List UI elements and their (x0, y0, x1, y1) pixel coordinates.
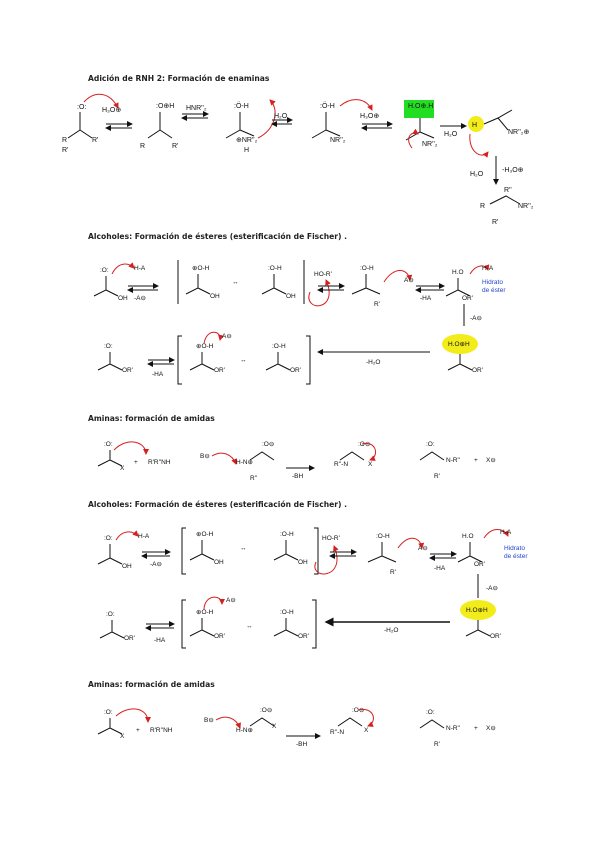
acid: H-A (134, 265, 146, 272)
bond (98, 352, 122, 370)
minus-ha: -HA (420, 295, 432, 302)
carbonyl-oxygen: :O: (426, 709, 435, 716)
alcohol: HO-R' (314, 271, 332, 278)
minus-ha: -HA (154, 637, 166, 644)
or-label: OR' (214, 633, 225, 640)
curved-arrow (409, 133, 418, 148)
minus-a: -A⊖ (150, 561, 162, 568)
bond (448, 354, 472, 370)
bond (340, 452, 364, 460)
amide-formation-scheme-1 (0, 430, 599, 490)
or-label: OR' (474, 561, 485, 568)
amine: R'R''NH (150, 727, 173, 734)
base: A⊖ (418, 545, 428, 552)
bond (100, 620, 124, 638)
minus-a: -A⊖ (470, 315, 482, 322)
bond (420, 452, 444, 460)
bond (352, 274, 380, 294)
hydroxyl: :O-H (280, 531, 294, 538)
hydroxyl: :O-H (360, 265, 374, 272)
hydroxyl: H.O (452, 269, 464, 276)
bond (368, 542, 396, 562)
oxygen: :O: (77, 104, 87, 111)
or-label: OR' (290, 367, 301, 374)
carbonyl-oxygen: :O: (104, 441, 113, 448)
bond (312, 112, 340, 138)
oxonium: ⊕O-H (196, 531, 214, 538)
resonance: ↔ (240, 545, 247, 552)
bond (226, 112, 254, 138)
reagent-h3o: H₃O⊕ (102, 107, 122, 114)
bond (338, 718, 362, 726)
curved-arrow (116, 532, 138, 540)
r-label: R' (62, 147, 69, 154)
leaving-group-x: X (120, 733, 125, 740)
bracket-right (306, 336, 310, 384)
r1-label: R' (492, 219, 499, 226)
minus-ha: -HA (434, 565, 446, 572)
plus: + (136, 727, 140, 734)
nr2: NR''₂ (518, 203, 534, 210)
bond (446, 278, 470, 296)
bond (466, 620, 490, 636)
bracket-left (182, 528, 186, 574)
base: B⊖ (200, 453, 210, 460)
bond (98, 544, 122, 564)
amine-n: R''-N (334, 461, 349, 468)
r1-label: R' (374, 301, 380, 308)
minus-h2o: H₂O (444, 131, 458, 138)
bond (80, 130, 92, 138)
hydroxyl: :O-H (376, 533, 390, 540)
base: A⊖ (226, 597, 236, 604)
oxonium: ⊕O-H (196, 343, 214, 350)
reagent-h2o: H₂O (274, 113, 288, 120)
amide-formation-scheme-2 (0, 698, 599, 758)
acid: H-A (500, 529, 512, 536)
minus-a: -A⊖ (134, 295, 146, 302)
leaving-group-x: X (120, 465, 125, 472)
minus-bh: -BH (292, 473, 304, 480)
bond (190, 540, 214, 560)
carbonyl-oxygen: :O: (426, 441, 435, 448)
oxonium: :O⊕H (156, 103, 175, 110)
hydroxyl: H.O (462, 533, 474, 540)
bond (250, 718, 274, 726)
reagent-h3o-2: H₃O⊕ (360, 113, 380, 120)
bond (274, 618, 298, 636)
resonance: ↔ (246, 623, 253, 630)
water-leaving: H.O⊕.H (408, 103, 434, 110)
or-label: OR' (490, 633, 501, 640)
minus-ha: -HA (152, 371, 164, 378)
plus: + (134, 459, 138, 466)
bond (274, 540, 298, 560)
or-label: OR' (122, 367, 133, 374)
hydroxyl: :O-H (268, 265, 282, 272)
or-label: OR' (298, 633, 309, 640)
curved-arrow (258, 100, 275, 138)
r1-label: R' (92, 137, 99, 144)
r1-label: R' (172, 143, 179, 150)
r-label: R (140, 143, 146, 150)
curved-arrow (340, 100, 372, 110)
bond (186, 274, 210, 294)
plus: + (474, 457, 478, 464)
amide-n: N-R'' (446, 725, 461, 732)
bracket-left (182, 600, 186, 648)
curved-arrow (212, 453, 236, 464)
amide-n: N-R'' (446, 457, 461, 464)
leaving-group-x: X (272, 723, 277, 730)
oxonium: ⊕O-H (196, 609, 214, 616)
x-minus: X⊖ (486, 725, 496, 732)
tetrahedral: H-N⊕ (236, 727, 253, 734)
or-label: OR' (214, 367, 225, 374)
alkoxide: :O⊖ (358, 441, 371, 448)
resonance: ↔ (232, 279, 239, 286)
fischer-esterification-scheme-1 (0, 252, 599, 392)
fischer-esterification-scheme-2 (0, 518, 599, 658)
bond (266, 352, 290, 370)
minus-a: -A⊖ (486, 585, 498, 592)
alkoxide: :O⊖ (262, 441, 275, 448)
tetrahedral: H-N⊕ (236, 459, 253, 466)
oh-label: OH (210, 293, 220, 300)
hydroxyl: :Ö-H (234, 103, 249, 110)
curved-arrow (114, 442, 146, 454)
leaving-group-x: X (364, 727, 369, 734)
minus-bh: -BH (296, 741, 308, 748)
bond (190, 352, 214, 370)
bond (94, 276, 118, 296)
bracket-right (312, 600, 316, 648)
nr-plus: ⊕NR''₂ (236, 137, 258, 144)
enamine-mechanism-scheme (0, 90, 599, 240)
curved-arrow (84, 94, 118, 108)
r1-label: R' (434, 473, 440, 480)
r-label: R (62, 137, 68, 144)
bond (98, 450, 122, 466)
r2-label: R'' (504, 187, 512, 194)
oh-label: OH (286, 293, 296, 300)
carbonyl-oxygen: :O: (104, 709, 113, 716)
r1-label: R' (390, 569, 396, 576)
hydrogen: H (244, 147, 250, 154)
bond (262, 274, 286, 294)
amine: R'R''NH (148, 459, 171, 466)
base: A⊖ (222, 333, 232, 340)
or-label: OR' (472, 367, 483, 374)
bracket-left (178, 336, 182, 384)
hydrate-label: Hidrato (504, 545, 525, 552)
oh-label: OH (122, 563, 132, 570)
section-title-enamines: Adición de RNH 2: Formación de enaminas (88, 74, 270, 83)
bond (250, 452, 274, 460)
curved-arrow (470, 134, 488, 155)
bond (190, 618, 214, 636)
carbonyl-oxygen: :O: (104, 343, 113, 350)
curved-arrow (112, 264, 134, 274)
hydrate-label: Hidrato (482, 279, 503, 286)
or-label: OR' (462, 295, 473, 302)
hydroxyl: :O-H (272, 343, 286, 350)
r1-label: R' (434, 741, 440, 748)
bond (420, 720, 444, 728)
nr2-plus: NR''₂⊕ (508, 129, 530, 136)
bond (148, 112, 172, 138)
alkoxide: :O⊖ (260, 707, 273, 714)
hydrate-label: de éster (482, 287, 506, 294)
bond (490, 196, 520, 204)
curved-arrow (116, 709, 148, 722)
leaving-group-x: X (368, 461, 373, 468)
oh-label: OH (298, 559, 308, 566)
acid: H-A (482, 265, 494, 272)
alkoxide: :O⊖ (352, 707, 365, 714)
oxonium: ⊕O-H (192, 265, 210, 272)
protonated-hydroxyl: H.O⊕H (448, 341, 470, 348)
alcohol: HO-R' (322, 535, 340, 542)
section-title-amides-1: Aminas: formación de amidas (88, 414, 215, 423)
section-title-amides-2: Aminas: formación de amidas (88, 680, 215, 689)
amine-n: R''-N (330, 729, 345, 736)
section-title-fischer-1: Alcoholes: Formación de ésteres (esterificación de Fischer) . (88, 232, 347, 241)
base: A⊖ (404, 277, 414, 284)
reagent-h2o: H₂O (470, 171, 484, 178)
bond (458, 542, 482, 562)
base: B⊖ (204, 717, 214, 724)
oh-label: OH (214, 559, 224, 566)
carbonyl-oxygen: :O: (106, 611, 115, 618)
section-title-fischer-2: Alcoholes: Formación de ésteres (esterificación de Fischer) . (88, 500, 347, 509)
carbonyl-oxygen: :O: (104, 535, 113, 542)
minus-h2o: -H₂O (384, 627, 399, 634)
hydroxyl: :O-H (280, 609, 294, 616)
bond (68, 112, 80, 138)
nr2: NR''₂ (422, 141, 438, 148)
acid: H-A (138, 533, 150, 540)
bond (406, 118, 434, 140)
minus-h3o: -H₃O⊕ (502, 167, 524, 174)
minus-h2o: -H₂O (366, 359, 381, 366)
plus: + (474, 725, 478, 732)
hydrate-label: de éster (504, 553, 528, 560)
carbonyl-oxygen: :O: (100, 267, 109, 274)
r1-label: R'' (250, 475, 258, 482)
hydrogen: H (472, 122, 478, 129)
hydroxyl: :Ö-H (320, 103, 335, 110)
r-label: R (480, 203, 486, 210)
oh-label: OH (118, 295, 128, 302)
protonated-hydroxyl: H.O⊕H (466, 607, 488, 614)
reagent-hnr: HNR''₂ (186, 105, 207, 112)
or-label: OR' (124, 635, 135, 642)
resonance: ↔ (240, 357, 247, 364)
x-minus: X⊖ (486, 457, 496, 464)
bond (98, 718, 122, 734)
bond (484, 110, 512, 130)
nr2: NR''₂ (330, 137, 346, 144)
curved-arrow (309, 280, 329, 306)
